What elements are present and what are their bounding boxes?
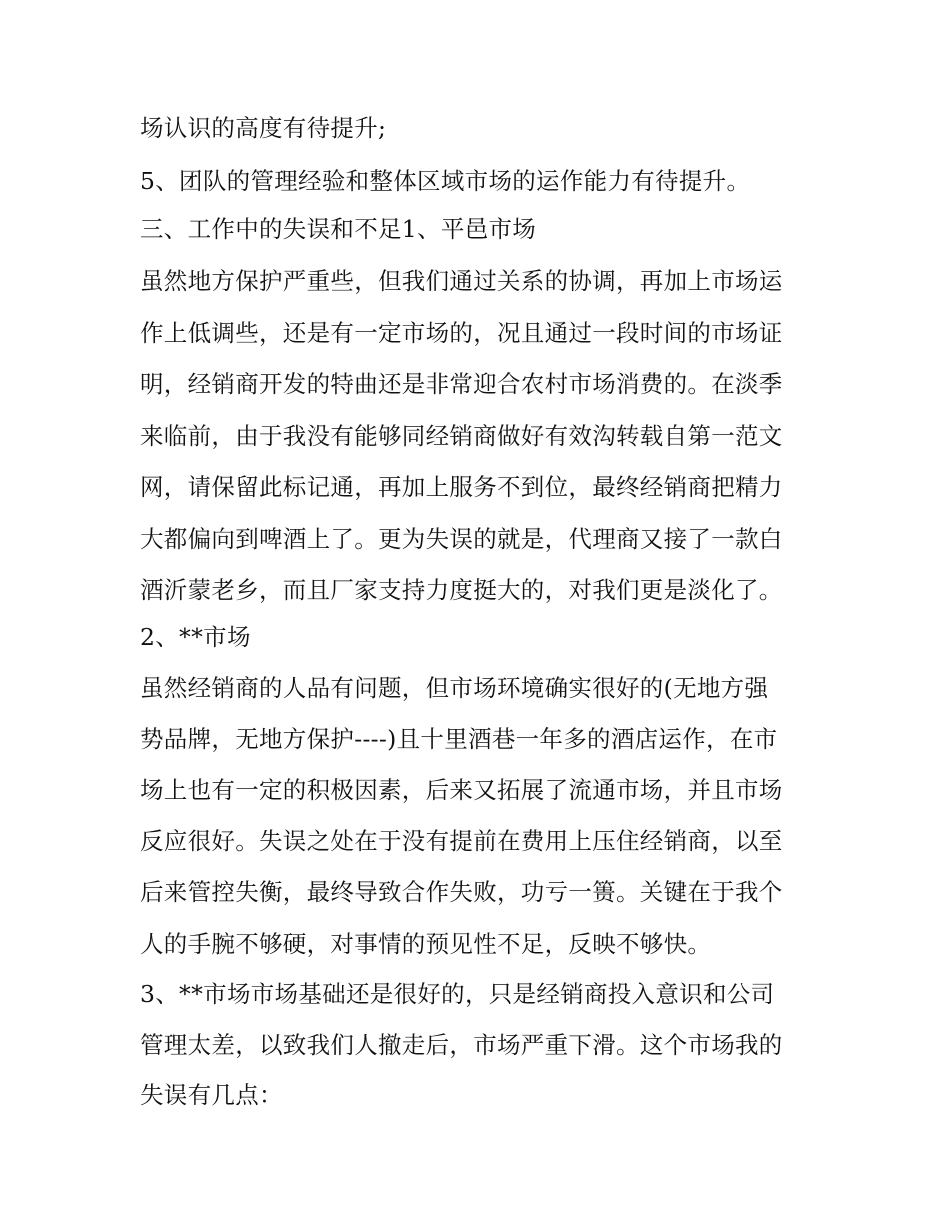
text-line: 虽然地方保护严重些，但我们通过关系的协调，再加上市场运 bbox=[140, 267, 783, 295]
text-line: 作上低调些，还是有一定市场的，况且通过一段时间的市场证 bbox=[140, 319, 783, 347]
text-line: 后来管控失衡，最终导致合作失败，功亏一篑。关键在于我个 bbox=[140, 878, 783, 906]
text-line: 酒沂蒙老乡，而且厂家支持力度挺大的，对我们更是淡化了。 bbox=[140, 576, 783, 604]
text-line: 场认识的高度有待提升; bbox=[140, 114, 387, 142]
text-line: 场上也有一定的积极因素，后来又拓展了流通市场，并且市场 bbox=[140, 776, 783, 804]
text-line: 网，请保留此标记通，再加上服务不到位，最终经销商把精力 bbox=[140, 473, 783, 501]
text-line: 5、团队的管理经验和整体区域市场的运作能力有待提升。 bbox=[140, 167, 751, 195]
text-line: 明，经销商开发的特曲还是非常迎合农村市场消费的。在淡季 bbox=[140, 370, 783, 398]
text-line: 管理太差，以致我们人撤走后，市场严重下滑。这个市场我的 bbox=[140, 1031, 783, 1059]
text-line: 2、**市场 bbox=[140, 623, 251, 651]
text-line: 大都偏向到啤酒上了。更为失误的就是，代理商又接了一款白 bbox=[140, 525, 783, 553]
text-line: 虽然经销商的人品有问题，但市场环境确实很好的(无地方强 bbox=[140, 674, 769, 702]
text-line: 来临前，由于我没有能够同经销商做好有效沟转载自第一范文 bbox=[140, 422, 783, 450]
text-line: 反应很好。失误之处在于没有提前在费用上压住经销商，以至 bbox=[140, 827, 783, 855]
text-line: 人的手腕不够硬，对事情的预见性不足，反映不够快。 bbox=[140, 930, 712, 958]
text-line: 3、**市场市场基础还是很好的，只是经销商投入意识和公司 bbox=[140, 980, 775, 1008]
text-line: 失误有几点： bbox=[140, 1081, 283, 1109]
text-line: 三、工作中的失误和不足1、平邑市场 bbox=[140, 215, 537, 243]
text-line: 势品牌，无地方保护----)且十里酒巷一年多的酒店运作，在市 bbox=[140, 725, 778, 753]
